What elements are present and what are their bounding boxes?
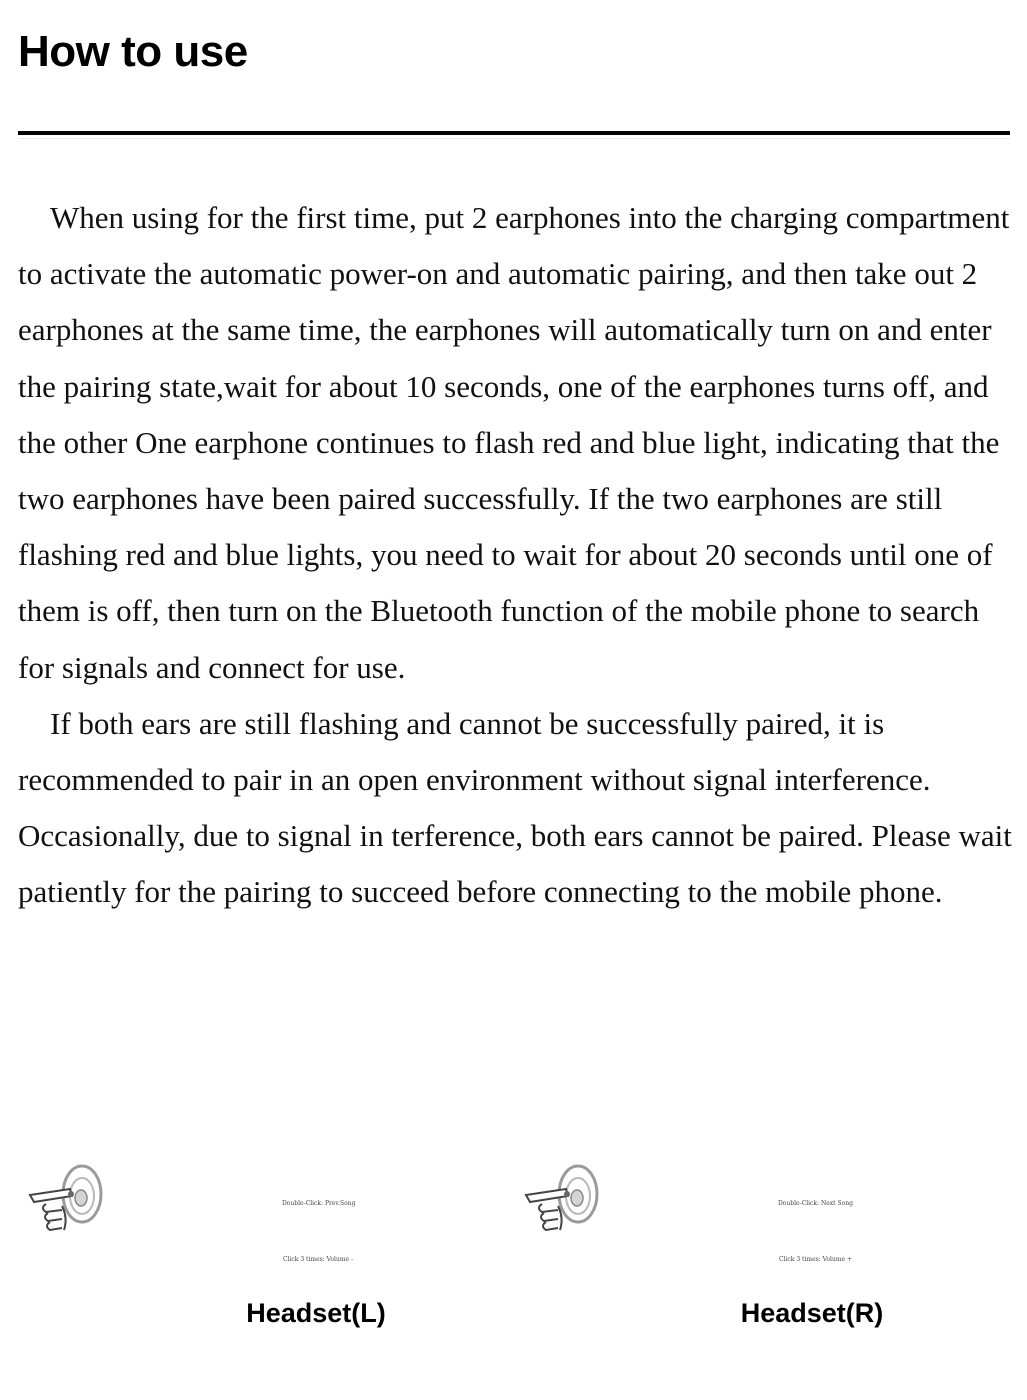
- instruction-paragraph-troubleshooting: If both ears are still flashing and cannot be successfully paired, it is recommended to pair in an open environment without signal interference. Occasionally, due to signal in terference, both ears cannot be paired. Please wait patiently for the pairing to succeed before connecting to the mobile phone.: [18, 705, 1012, 910]
- hand-tap-earbud-icon: [522, 1158, 606, 1242]
- double-click-instruction: Double-Click: Prev.Song: [282, 1200, 356, 1207]
- hand-tap-earbud-icon: [26, 1158, 110, 1242]
- headset-left-controls: [18, 1150, 518, 1350]
- headset-right-controls: [514, 1150, 1014, 1350]
- instruction-paragraph-pairing: When using for the first time, put 2 earphones into the charging compartment to activate the automatic power-on and automatic pairing, and then take out 2 earphones at the same time, the earphones will automatically turn on and enter the pairing state,wait for about 10 seconds, one of the earphones turns off, and the other One earphone continues to flash red and blue light, indicating that the two earphones have been paired successfully. If the two earphones are still flashing red and blue lights, you need to wait for about 20 seconds until one of them is off, then turn on the Bluetooth function of the mobile phone to search for signals and connect for use.: [18, 200, 1010, 685]
- title-divider-shadow: [18, 138, 1010, 139]
- headset-right-label: Headset(R): [740, 1298, 884, 1328]
- title-divider: [18, 131, 1010, 135]
- instructions-body: [18, 190, 1013, 921]
- triple-click-instruction: Click 3 times: Volume +: [779, 1256, 852, 1263]
- triple-click-instruction: Click 3 times: Volume -: [283, 1256, 353, 1263]
- double-click-instruction: Double-Click: Next Song: [778, 1200, 853, 1207]
- headset-left-label: Headset(L): [246, 1298, 386, 1328]
- page-title: How to use: [18, 27, 248, 76]
